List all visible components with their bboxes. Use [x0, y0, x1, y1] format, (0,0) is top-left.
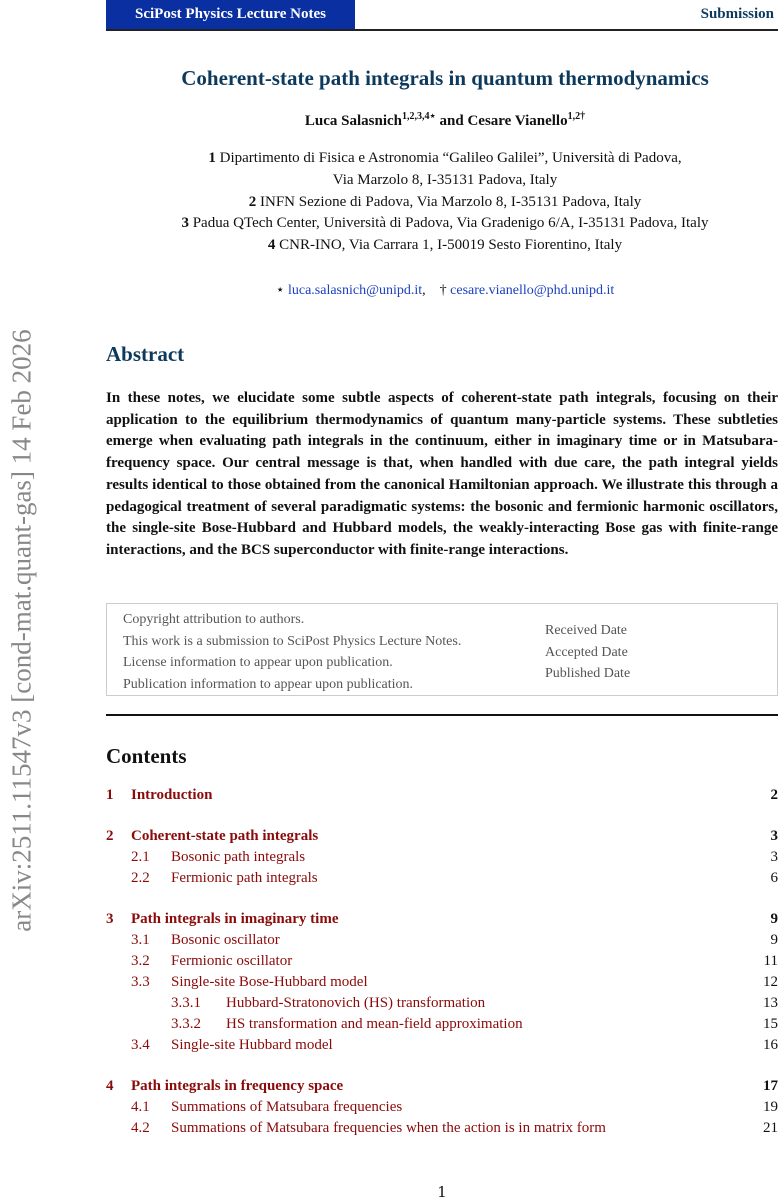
toc-page: 13	[763, 995, 778, 1012]
author-name: Luca Salasnich	[305, 113, 402, 129]
toc-page: 2	[771, 787, 778, 804]
author-affil: 1,2,3,4⋆	[402, 111, 436, 122]
abstract-heading: Abstract	[106, 342, 184, 367]
toc-title: Summations of Matsubara frequencies when the action is in matrix form	[171, 1120, 606, 1137]
toc-page: 12	[763, 974, 778, 991]
star-mark: ⋆	[276, 283, 285, 298]
info-line: Copyright attribution to authors.	[123, 609, 461, 631]
affiliation: 4 CNR-INO, Via Carrara 1, I-50019 Sesto Fiorentino, Italy	[106, 237, 778, 254]
info-line: Publication information to appear upon publication.	[123, 674, 461, 696]
toc-page: 3	[771, 828, 778, 845]
toc-number: 2.2	[131, 870, 150, 887]
toc-number: 1	[106, 787, 114, 804]
toc-page: 6	[771, 870, 778, 887]
toc-entry[interactable]	[106, 932, 778, 952]
toc-entry[interactable]	[106, 1037, 778, 1057]
toc-title: Path integrals in frequency space	[131, 1078, 343, 1095]
affiliation: 3 Padua QTech Center, Università di Padova, Via Gradenigo 6/A, I-35131 Padova, Italy	[106, 215, 778, 232]
toc-entry[interactable]	[106, 787, 778, 807]
affiliation: 2 INFN Sezione di Padova, Via Marzolo 8, I-35131 Padova, Italy	[106, 194, 778, 211]
toc-page: 21	[763, 1120, 778, 1137]
toc-title: Summations of Matsubara frequencies	[171, 1099, 402, 1116]
toc-number: 3.3.1	[171, 995, 201, 1012]
toc-title: Introduction	[131, 787, 212, 804]
toc-title: HS transformation and mean-field approximation	[226, 1016, 523, 1033]
toc-entry[interactable]	[106, 849, 778, 869]
date-line: Accepted Date	[545, 642, 630, 664]
toc-entry[interactable]	[106, 1016, 778, 1036]
affiliation: 1 Dipartimento di Fisica e Astronomia “Galileo Galilei”, Università di Padova,	[106, 150, 778, 167]
abstract-text: In these notes, we elucidate some subtle aspects of coherent-state path integrals, focusing on their application to the equilibrium thermodynamics of quantum many-particle systems. These subtleties emerge when evaluating path integrals in the continuum, either in imaginary time or in Matsubara-frequency space. Our central message is that, when handled with due care, the path integral yields results identical to those obtained from the canonical Hamiltonian approach. We illustrate this through a pedagogical treatment of several paradigmatic systems: the bosonic and fermionic harmonic oscillators, the single-site Bose-Hubbard and Hubbard models, the weakly-interacting Bose gas with finite-range interactions, and the BCS superconductor with finite-range interactions.	[106, 388, 778, 562]
author-list	[106, 111, 778, 130]
date-line: Received Date	[545, 620, 630, 642]
toc-page: 9	[771, 932, 778, 949]
toc-title: Hubbard-Stratonovich (HS) transformation	[226, 995, 485, 1012]
email-line: ⋆ luca.salasnich@unipd.it, † cesare.vianello@phd.unipd.it	[106, 282, 778, 299]
toc-page: 16	[763, 1037, 778, 1054]
page-number: 1	[106, 1183, 778, 1201]
toc-entry[interactable]	[106, 911, 778, 931]
toc-title: Single-site Hubbard model	[171, 1037, 333, 1054]
toc-entry[interactable]	[106, 974, 778, 994]
toc-title: Fermionic oscillator	[171, 953, 292, 970]
toc-number: 4	[106, 1078, 114, 1095]
toc-page: 15	[763, 1016, 778, 1033]
toc-page: 19	[763, 1099, 778, 1116]
submission-label: Submission	[701, 0, 774, 28]
toc-number: 3.3	[131, 974, 150, 991]
author-affil: 1,2†	[568, 111, 586, 122]
toc-entry[interactable]	[106, 995, 778, 1015]
toc-title: Path integrals in imaginary time	[131, 911, 338, 928]
section-rule	[106, 714, 778, 716]
toc-page: 17	[763, 1078, 778, 1095]
toc-number: 4.2	[131, 1120, 150, 1137]
toc-page: 9	[771, 911, 778, 928]
journal-banner: SciPost Physics Lecture Notes	[106, 0, 355, 29]
and-text: and	[440, 113, 464, 129]
arxiv-stamp: arXiv:2511.11547v3 [cond-mat.quant-gas] 14 Feb 2026	[7, 221, 38, 1041]
toc-number: 3.1	[131, 932, 150, 949]
date-line: Published Date	[545, 663, 630, 685]
info-line: This work is a submission to SciPost Physics Lecture Notes.	[123, 631, 461, 653]
toc-entry[interactable]	[106, 1120, 778, 1140]
toc-entry[interactable]	[106, 828, 778, 848]
header-rule	[106, 29, 778, 31]
toc-number: 3.2	[131, 953, 150, 970]
dagger-mark: †	[440, 283, 447, 298]
email-link[interactable]: luca.salasnich@unipd.it	[288, 283, 422, 298]
toc-page: 3	[771, 849, 778, 866]
toc-title: Single-site Bose-Hubbard model	[171, 974, 368, 991]
info-box	[106, 603, 778, 696]
toc-number: 4.1	[131, 1099, 150, 1116]
toc-entry[interactable]	[106, 1099, 778, 1119]
paper-title: Coherent-state path integrals in quantum thermodynamics	[106, 66, 778, 91]
toc-entry[interactable]	[106, 1078, 778, 1098]
affiliation: Via Marzolo 8, I-35131 Padova, Italy	[106, 172, 778, 189]
toc-title: Bosonic oscillator	[171, 932, 280, 949]
author-name: Cesare Vianello	[467, 113, 567, 129]
contents-heading: Contents	[106, 744, 187, 769]
email-link[interactable]: cesare.vianello@phd.unipd.it	[450, 283, 614, 298]
toc-page: 11	[764, 953, 778, 970]
toc-entry[interactable]	[106, 953, 778, 973]
toc-number: 3.4	[131, 1037, 150, 1054]
info-line: License information to appear upon publication.	[123, 652, 461, 674]
toc-number: 2	[106, 828, 114, 845]
toc-number: 3.3.2	[171, 1016, 201, 1033]
toc-entry[interactable]	[106, 870, 778, 890]
toc-title: Coherent-state path integrals	[131, 828, 318, 845]
toc-number: 3	[106, 911, 114, 928]
toc-title: Bosonic path integrals	[171, 849, 305, 866]
toc-number: 2.1	[131, 849, 150, 866]
toc-title: Fermionic path integrals	[171, 870, 318, 887]
